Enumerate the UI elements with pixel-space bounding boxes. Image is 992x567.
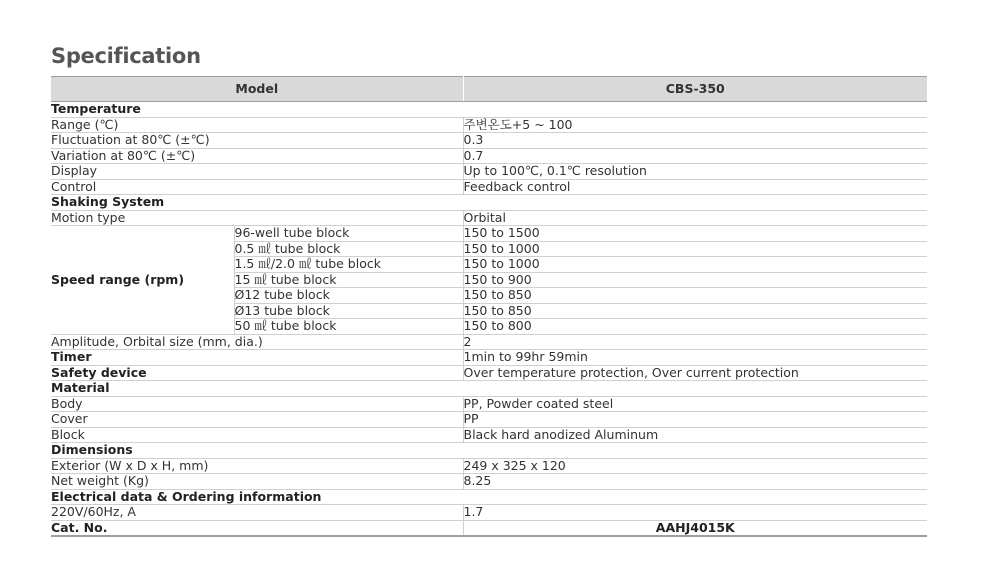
row-label: Amplitude, Orbital size (mm, dia.) <box>51 334 463 350</box>
section-title: Dimensions <box>51 443 927 459</box>
table-row <box>51 164 927 180</box>
row-value: PP, Powder coated steel <box>463 396 927 412</box>
section-row-electrical <box>51 489 927 505</box>
table-row <box>51 427 927 443</box>
row-label: Display <box>51 164 463 180</box>
speed-block-value: 150 to 850 <box>463 303 927 319</box>
speed-block-value: 150 to 1500 <box>463 226 927 242</box>
table-row <box>51 133 927 149</box>
row-label: Block <box>51 427 463 443</box>
section-title: Timer <box>51 350 463 366</box>
section-title: Temperature <box>51 102 927 118</box>
section-row-temperature <box>51 102 927 118</box>
table-row <box>51 474 927 490</box>
speed-block-value: 150 to 1000 <box>463 241 927 257</box>
catalog-number-row <box>51 520 927 536</box>
row-value: 0.3 <box>463 133 927 149</box>
speed-block-value: 150 to 800 <box>463 319 927 335</box>
speed-block-name: 15 ㎖ tube block <box>234 272 463 288</box>
section-title: Material <box>51 381 927 397</box>
table-row <box>51 226 927 242</box>
speed-block-value: 150 to 900 <box>463 272 927 288</box>
row-value: Orbital <box>463 210 927 226</box>
row-value: Up to 100℃, 0.1℃ resolution <box>463 164 927 180</box>
section-row-timer <box>51 350 927 366</box>
row-label: 220V/60Hz, A <box>51 505 463 521</box>
speed-block-value: 150 to 1000 <box>463 257 927 273</box>
row-value: Feedback control <box>463 179 927 195</box>
catalog-number-value: AAHJ4015K <box>463 520 927 536</box>
row-value: 8.25 <box>463 474 927 490</box>
row-value: 249 x 325 x 120 <box>463 458 927 474</box>
row-label: Motion type <box>51 210 463 226</box>
row-label: Net weight (Kg) <box>51 474 463 490</box>
speed-block-name: 0.5 ㎖ tube block <box>234 241 463 257</box>
speed-range-label: Speed range (rpm) <box>51 226 234 335</box>
speed-block-name: 50 ㎖ tube block <box>234 319 463 335</box>
catalog-number-label: Cat. No. <box>51 520 463 536</box>
row-label: Variation at 80℃ (±℃) <box>51 148 463 164</box>
table-header-row <box>51 77 927 102</box>
table-row <box>51 505 927 521</box>
table-row <box>51 179 927 195</box>
row-value: 주변온도+5 ~ 100 <box>463 117 927 133</box>
row-value: 0.7 <box>463 148 927 164</box>
section-row-material <box>51 381 927 397</box>
table-row <box>51 117 927 133</box>
speed-block-name: Ø13 tube block <box>234 303 463 319</box>
speed-block-name: 1.5 ㎖/2.0 ㎖ tube block <box>234 257 463 273</box>
row-value: 1min to 99hr 59min <box>463 350 927 366</box>
row-value: 2 <box>463 334 927 350</box>
section-row-dimensions <box>51 443 927 459</box>
row-label: Body <box>51 396 463 412</box>
row-label: Range (℃) <box>51 117 463 133</box>
speed-block-name: 96-well tube block <box>234 226 463 242</box>
header-product: CBS-350 <box>463 77 927 102</box>
section-row-shaking <box>51 195 927 211</box>
table-row <box>51 334 927 350</box>
table-row <box>51 210 927 226</box>
section-title: Safety device <box>51 365 463 381</box>
section-row-safety <box>51 365 927 381</box>
table-row <box>51 412 927 428</box>
section-title: Shaking System <box>51 195 927 211</box>
row-value: Black hard anodized Aluminum <box>463 427 927 443</box>
section-title: Electrical data & Ordering information <box>51 489 927 505</box>
table-row <box>51 396 927 412</box>
row-value: PP <box>463 412 927 428</box>
header-model: Model <box>51 77 463 102</box>
row-label: Cover <box>51 412 463 428</box>
row-label: Exterior (W x D x H, mm) <box>51 458 463 474</box>
speed-block-name: Ø12 tube block <box>234 288 463 304</box>
table-row <box>51 148 927 164</box>
specification-table <box>51 76 927 537</box>
page-title: Specification <box>51 44 201 68</box>
speed-block-value: 150 to 850 <box>463 288 927 304</box>
table-row <box>51 458 927 474</box>
row-value: 1.7 <box>463 505 927 521</box>
row-value: Over temperature protection, Over current protection <box>463 365 927 381</box>
row-label: Fluctuation at 80℃ (±℃) <box>51 133 463 149</box>
row-label: Control <box>51 179 463 195</box>
